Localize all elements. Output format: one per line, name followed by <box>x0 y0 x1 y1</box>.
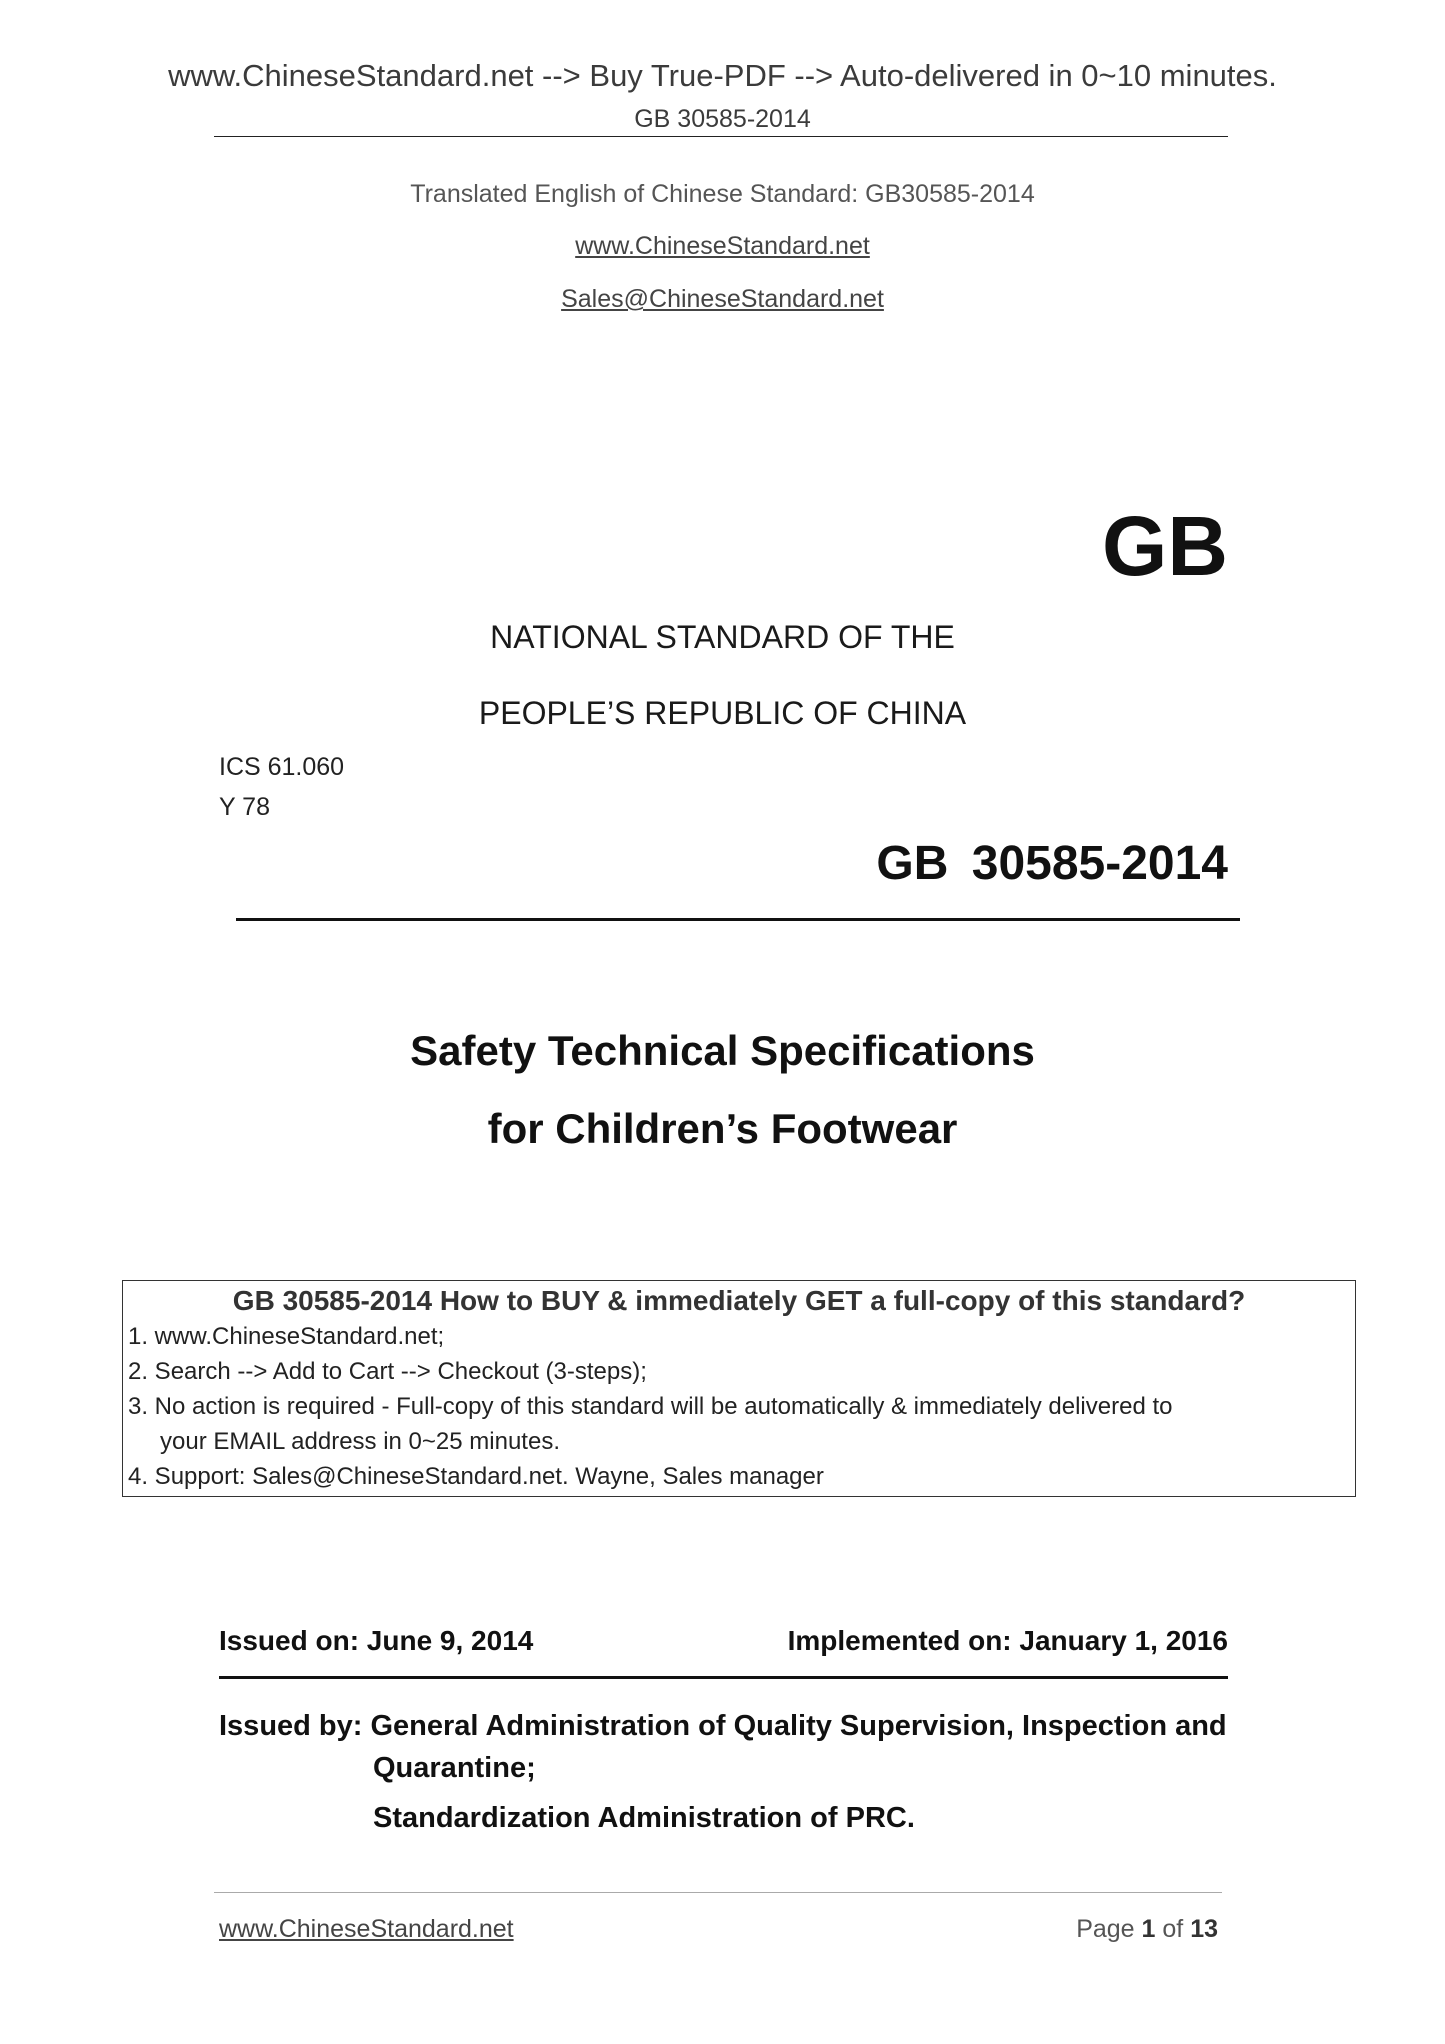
page-current: 1 <box>1141 1915 1156 1943</box>
footer-website-link[interactable]: www.ChineseStandard.net <box>219 1915 514 1943</box>
purchase-step: 4. Support: Sales@ChineseStandard.net. Wayne, Sales manager <box>128 1463 824 1490</box>
issue-divider <box>219 1676 1228 1679</box>
purchase-step: 3. No action is required - Full-copy of this standard will be automatically & immediately delivered to <box>128 1393 1173 1420</box>
purchase-info-heading: GB 30585-2014 How to BUY & immediately GET a full-copy of this standard? <box>232 1285 1246 1316</box>
website-link[interactable]: www.ChineseStandard.net <box>575 232 870 260</box>
national-standard-line1: NATIONAL STANDARD OF THE <box>490 619 955 655</box>
header-standard-code: GB 30585-2014 <box>634 105 811 133</box>
page-prefix: Page <box>1076 1915 1142 1943</box>
website-link-row <box>0 232 1445 261</box>
issued-on-date: Issued on: June 9, 2014 <box>219 1625 534 1656</box>
email-link[interactable]: Sales@ChineseStandard.net <box>561 285 884 313</box>
header-divider <box>214 136 1228 137</box>
document-title-line1: Safety Technical Specifications <box>410 1027 1035 1074</box>
footer-website-row <box>219 1915 514 1944</box>
purchase-step: 1. www.ChineseStandard.net; <box>128 1323 445 1350</box>
page-indicator <box>1000 1915 1218 1944</box>
issued-by-line3: Standardization Administration of PRC. <box>373 1802 915 1834</box>
issued-by-line1: Issued by: General Administration of Quality Supervision, Inspection and <box>219 1710 1227 1742</box>
purchase-step: 2. Search --> Add to Cart --> Checkout (3-steps); <box>128 1358 647 1385</box>
ics-code: ICS 61.060 <box>219 753 345 781</box>
issued-by-line2: Quarantine; <box>373 1752 536 1784</box>
email-link-row <box>0 285 1445 314</box>
standard-number-divider <box>236 918 1240 921</box>
ccs-code: Y 78 <box>219 793 270 821</box>
header-banner: www.ChineseStandard.net --> Buy True-PDF --> Auto-delivered in 0~10 minutes. <box>168 58 1277 93</box>
purchase-step-continuation: your EMAIL address in 0~25 minutes. <box>160 1428 560 1455</box>
translated-notice: Translated English of Chinese Standard: GB30585-2014 <box>410 180 1035 208</box>
page-total: 13 <box>1190 1915 1218 1943</box>
standard-number: GB 30585-2014 <box>876 837 1228 890</box>
footer-divider <box>214 1892 1222 1893</box>
gb-mark: GB <box>1102 499 1228 593</box>
national-standard-line2: PEOPLE’S REPUBLIC OF CHINA <box>478 695 967 731</box>
implemented-on-date: Implemented on: January 1, 2016 <box>787 1625 1228 1656</box>
page-of: of <box>1155 1915 1191 1943</box>
document-title-line2: for Children’s Footwear <box>487 1105 958 1152</box>
